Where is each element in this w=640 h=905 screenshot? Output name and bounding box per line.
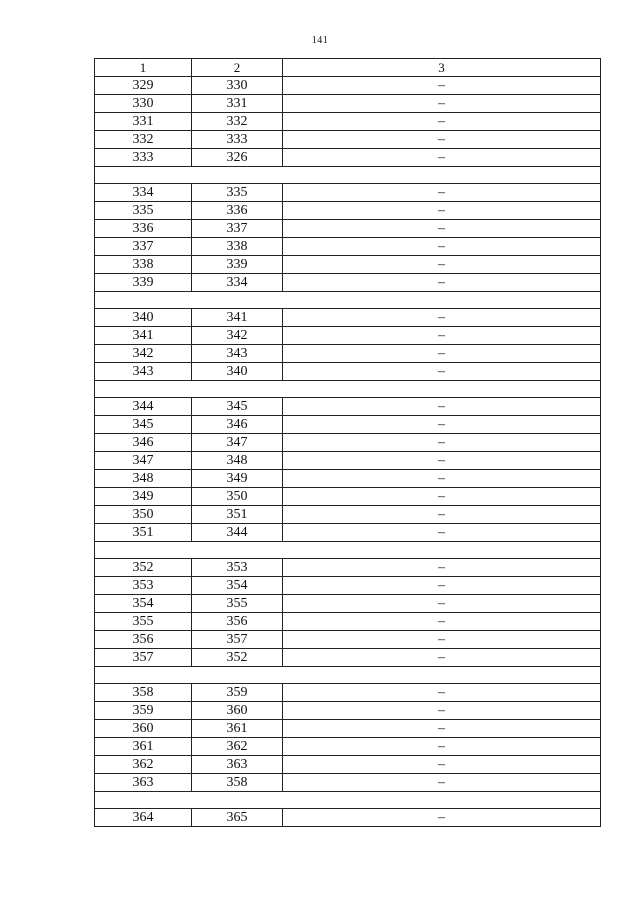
- table-cell-col1: 361: [95, 738, 192, 756]
- table-cell-col3: –: [283, 220, 601, 238]
- table-cell-col3: –: [283, 238, 601, 256]
- table-row: [95, 559, 601, 577]
- table-cell-col1: 334: [95, 184, 192, 202]
- table-cell-col1: 362: [95, 756, 192, 774]
- table-cell-col3: –: [283, 398, 601, 416]
- table-cell-col3: –: [283, 131, 601, 149]
- table-cell-col3: –: [283, 345, 601, 363]
- table-row: [95, 77, 601, 95]
- table-row: [95, 506, 601, 524]
- table-row: [95, 649, 601, 667]
- table-cell-col2: 360: [192, 702, 283, 720]
- table-cell-col2: 361: [192, 720, 283, 738]
- table-row: [95, 113, 601, 131]
- table-cell-col2: 351: [192, 506, 283, 524]
- table-cell-col3: –: [283, 524, 601, 542]
- table-cell-col1: 346: [95, 434, 192, 452]
- table-cell-col1: 337: [95, 238, 192, 256]
- table-cell-col1: 343: [95, 363, 192, 381]
- table-cell-col1: 331: [95, 113, 192, 131]
- table-cell-col1: 364: [95, 809, 192, 827]
- group-separator-row: [95, 792, 601, 809]
- table-cell-col1: 339: [95, 274, 192, 292]
- table-cell-col2: 346: [192, 416, 283, 434]
- table-cell-col1: 350: [95, 506, 192, 524]
- table-cell-col1: 340: [95, 309, 192, 327]
- table-cell-col3: –: [283, 559, 601, 577]
- table-cell-col3: –: [283, 77, 601, 95]
- table-row: [95, 613, 601, 631]
- table-cell-col1: 352: [95, 559, 192, 577]
- table-row: [95, 95, 601, 113]
- table-cell-col2: 358: [192, 774, 283, 792]
- table-cell-col3: –: [283, 684, 601, 702]
- group-separator-row: [95, 292, 601, 309]
- header-cell-2: 2: [192, 59, 283, 77]
- group-separator-cell: [95, 667, 601, 684]
- table-cell-col2: 354: [192, 577, 283, 595]
- table-cell-col2: 365: [192, 809, 283, 827]
- table-cell-col1: 341: [95, 327, 192, 345]
- table-row: [95, 738, 601, 756]
- table-cell-col2: 353: [192, 559, 283, 577]
- table-row: [95, 524, 601, 542]
- table-cell-col1: 330: [95, 95, 192, 113]
- group-separator-row: [95, 381, 601, 398]
- table-cell-col2: 362: [192, 738, 283, 756]
- table-cell-col1: 358: [95, 684, 192, 702]
- table-row: [95, 238, 601, 256]
- table-cell-col3: –: [283, 488, 601, 506]
- table-cell-col2: 343: [192, 345, 283, 363]
- table-header-row: [95, 59, 601, 77]
- table-cell-col2: 337: [192, 220, 283, 238]
- table-cell-col2: 338: [192, 238, 283, 256]
- table-cell-col2: 345: [192, 398, 283, 416]
- table-cell-col2: 352: [192, 649, 283, 667]
- table-cell-col3: –: [283, 274, 601, 292]
- table-cell-col3: –: [283, 809, 601, 827]
- table-row: [95, 309, 601, 327]
- table-cell-col1: 344: [95, 398, 192, 416]
- table-row: [95, 274, 601, 292]
- table-cell-col2: 336: [192, 202, 283, 220]
- table-cell-col3: –: [283, 738, 601, 756]
- table-cell-col3: –: [283, 416, 601, 434]
- group-separator-row: [95, 667, 601, 684]
- table-row: [95, 577, 601, 595]
- table-cell-col1: 351: [95, 524, 192, 542]
- table-cell-col3: –: [283, 434, 601, 452]
- table-cell-col2: 350: [192, 488, 283, 506]
- table-cell-col2: 357: [192, 631, 283, 649]
- table-cell-col1: 355: [95, 613, 192, 631]
- table-cell-col2: 363: [192, 756, 283, 774]
- header-cell-3: 3: [283, 59, 601, 77]
- table-row: [95, 327, 601, 345]
- group-separator-cell: [95, 792, 601, 809]
- table-cell-col3: –: [283, 649, 601, 667]
- table-row: [95, 434, 601, 452]
- table-cell-col1: 356: [95, 631, 192, 649]
- group-separator-cell: [95, 167, 601, 184]
- table-cell-col1: 333: [95, 149, 192, 167]
- table-cell-col3: –: [283, 720, 601, 738]
- table-cell-col3: –: [283, 184, 601, 202]
- table-row: [95, 631, 601, 649]
- table-cell-col1: 336: [95, 220, 192, 238]
- table-cell-col2: 359: [192, 684, 283, 702]
- table-cell-col2: 356: [192, 613, 283, 631]
- table-cell-col2: 326: [192, 149, 283, 167]
- table-cell-col3: –: [283, 309, 601, 327]
- table-cell-col1: 329: [95, 77, 192, 95]
- table-cell-col1: 335: [95, 202, 192, 220]
- table-cell-col1: 363: [95, 774, 192, 792]
- table-row: [95, 256, 601, 274]
- group-separator-cell: [95, 381, 601, 398]
- table-cell-col3: –: [283, 613, 601, 631]
- group-separator-row: [95, 167, 601, 184]
- table-cell-col3: –: [283, 702, 601, 720]
- table-cell-col1: 348: [95, 470, 192, 488]
- table-cell-col3: –: [283, 113, 601, 131]
- group-separator-cell: [95, 542, 601, 559]
- table-cell-col3: –: [283, 470, 601, 488]
- table-cell-col3: –: [283, 452, 601, 470]
- table-cell-col2: 342: [192, 327, 283, 345]
- table-row: [95, 184, 601, 202]
- table-row: [95, 202, 601, 220]
- table-cell-col2: 335: [192, 184, 283, 202]
- table-cell-col3: –: [283, 506, 601, 524]
- group-separator-cell: [95, 292, 601, 309]
- table-cell-col1: 353: [95, 577, 192, 595]
- table-cell-col3: –: [283, 149, 601, 167]
- table-cell-col3: –: [283, 631, 601, 649]
- table-row: [95, 684, 601, 702]
- table-row: [95, 345, 601, 363]
- table-row: [95, 595, 601, 613]
- table-cell-col1: 349: [95, 488, 192, 506]
- table-cell-col1: 332: [95, 131, 192, 149]
- table-cell-col3: –: [283, 774, 601, 792]
- table-row: [95, 702, 601, 720]
- table-cell-col1: 338: [95, 256, 192, 274]
- table-cell-col1: 347: [95, 452, 192, 470]
- page-number: 141: [311, 35, 329, 46]
- table-cell-col3: –: [283, 256, 601, 274]
- table-cell-col2: 341: [192, 309, 283, 327]
- table-cell-col3: –: [283, 95, 601, 113]
- table-cell-col1: 345: [95, 416, 192, 434]
- table-cell-col2: 330: [192, 77, 283, 95]
- table-row: [95, 488, 601, 506]
- table-cell-col3: –: [283, 363, 601, 381]
- table-cell-col1: 359: [95, 702, 192, 720]
- table-row: [95, 398, 601, 416]
- group-separator-row: [95, 542, 601, 559]
- table-row: [95, 363, 601, 381]
- table-cell-col2: 332: [192, 113, 283, 131]
- table-row: [95, 756, 601, 774]
- table-row: [95, 452, 601, 470]
- table-row: [95, 131, 601, 149]
- table-cell-col3: –: [283, 595, 601, 613]
- table-cell-col2: 340: [192, 363, 283, 381]
- table-cell-col2: 334: [192, 274, 283, 292]
- table-cell-col2: 349: [192, 470, 283, 488]
- table-cell-col2: 339: [192, 256, 283, 274]
- table-cell-col1: 342: [95, 345, 192, 363]
- table-row: [95, 149, 601, 167]
- table-cell-col3: –: [283, 202, 601, 220]
- table-row: [95, 720, 601, 738]
- table-row: [95, 220, 601, 238]
- table-cell-col2: 333: [192, 131, 283, 149]
- table-cell-col2: 331: [192, 95, 283, 113]
- table-body: [95, 59, 601, 827]
- table-cell-col2: 355: [192, 595, 283, 613]
- table-cell-col1: 360: [95, 720, 192, 738]
- table-cell-col3: –: [283, 577, 601, 595]
- table-cell-col1: 354: [95, 595, 192, 613]
- table-cell-col2: 347: [192, 434, 283, 452]
- table-row: [95, 470, 601, 488]
- table-cell-col1: 357: [95, 649, 192, 667]
- table-row: [95, 774, 601, 792]
- table-cell-col2: 344: [192, 524, 283, 542]
- table-cell-col3: –: [283, 327, 601, 345]
- data-table: [94, 58, 601, 827]
- table-cell-col2: 348: [192, 452, 283, 470]
- table-cell-col3: –: [283, 756, 601, 774]
- table-row: [95, 809, 601, 827]
- header-cell-1: 1: [95, 59, 192, 77]
- table-row: [95, 416, 601, 434]
